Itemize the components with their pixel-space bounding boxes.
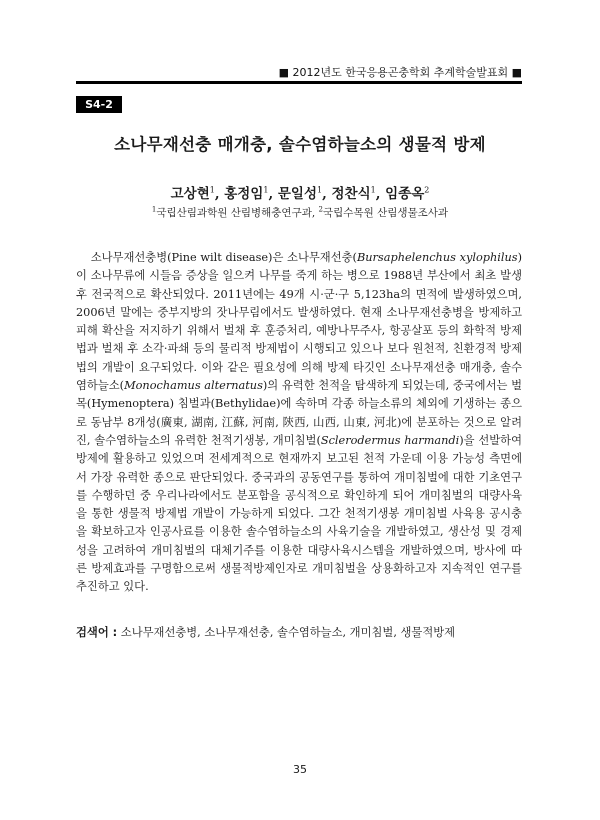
affiliation-name: 국립수목원 산림생물조사과 (323, 207, 449, 219)
author-list: 고상현$^1$, 홍정임$^1$, 문일성$^1$, 정찬식$^1$, 임종옥$^2$ (170, 185, 430, 202)
affiliation-number: 1 (151, 205, 157, 214)
abstract-body (76, 249, 522, 597)
author-affiliation-mark: 1 (317, 185, 323, 195)
paper-title: 소나무재선충 매개충, 솔수염하늘소의 생물적 방제 (114, 135, 486, 154)
author-name: 임종옥 (385, 186, 425, 202)
affiliation-number: 2 (318, 205, 324, 214)
abstract-text: 소나무재선충병(Pine wilt disease)은 소나무재선충( (90, 251, 357, 264)
affiliation-name: 국립산림과학원 산림병해충연구과 (156, 207, 312, 219)
conference-header: ■ 2012년도 한국응용곤충학회 추계학술발표회 ■ (278, 66, 522, 79)
author-name: 문일성 (277, 186, 318, 202)
author-name: 홍정임 (224, 186, 264, 202)
author-affiliation-mark: 1 (209, 185, 215, 195)
abstract-text: )을 선발하여 방제에 활용하고 있었으며 전세계적으로 현재까지 보고된 천적 가운데 이용 가능성 측면에서 가장 유력한 종으로 판단되었다. 중국과의 공동연구를 통하여 개미침벌에 대한 기초연구를 수행하던 중 우리나라에서도 분포함을 공식적으로 확인하게 되어 개미침벌의 대량사육을 통한 생물적 방제법 개발이 가능하게 되었다. 그간 천적기생봉 개미침벌 사육용 공시충을 확보하고자 인공사료를 이용한 솔수염하늘소의 사육기술을 개발하였고, 생산성 및 경제성을 고려하여 개미침벌의 대체기주를 이용한 대량사육시스템을 개발하였으며, 방사에 따른 방제효과를 구명함으로써 생물적방제인자로 개미침벌을 상용화하고자 지속적인 연구를 추진하고 있다. (76, 433, 522, 594)
author-affiliation-mark: 1 (263, 185, 269, 195)
page-number: 35 (293, 763, 307, 776)
author-affiliation-mark: 1 (370, 185, 376, 195)
abstract-text: )의 유력한 천적을 탐색하게 되었는데, 중국에서는 벌목(Hymenoptera) 침벌과(Bethylidae)에 속하며 각종 하늘소류의 체외에 기생하는 종으로 동남부 8개성(廣東, 湖南, 江蘇, 河南, 陝西, 山西, 山東, 河北)에 분포하는 것으로 알려진, 솔수염하늘소의 유력한 천적기생봉, 개미침벌( (76, 379, 522, 447)
scientific-name: Bursaphelenchus xylophilus (356, 251, 518, 264)
scientific-name: Monochamus alternatus (124, 379, 263, 393)
keywords-label: 검색어 : (76, 626, 118, 639)
author-name: 고상현 (170, 186, 210, 202)
keywords (76, 624, 522, 642)
header-rule (76, 81, 522, 84)
keywords-terms: 소나무재선충병, 소나무재선충, 솔수염하늘소, 개미침벌, 생물적방제 (120, 626, 456, 639)
scientific-name: Sclerodermus harmandi (320, 433, 460, 447)
affiliations: $^1$국립산림과학원 산림병해충연구과, $^2$국립수목원 산림생물조사과 (151, 205, 449, 219)
abstract-text: )이 소나무류에 시들음 증상을 일으켜 나무를 죽게 하는 병으로 1988년 부산에서 최초 발생 후 전국적으로 확산되었다. 2011년에는 49개 시·군·구 5,123ha의 면적에 발생하였으며, 2006년 말에는 중부지방의 잣나무림에서도 발생하였다. 현재 소나무재선충병을 방제하고 피해 확산을 저지하기 위해서 벌채 후 훈증처리, 예방나무주사, 항공살포 등의 화학적 방제법과 벌채 후 소각·파쇄 등의 물리적 방제법이 시행되고 있으나 보다 원천적, 친환경적 방제법의 개발이 요구되었다. 이와 같은 필요성에 의해 방제 타깃인 소나무재선충 매개충, 솔수염하늘소( (76, 251, 522, 393)
session-badge: S4-2 (76, 96, 122, 113)
author-name: 정찬식 (331, 186, 371, 202)
author-affiliation-mark: 2 (424, 185, 430, 195)
